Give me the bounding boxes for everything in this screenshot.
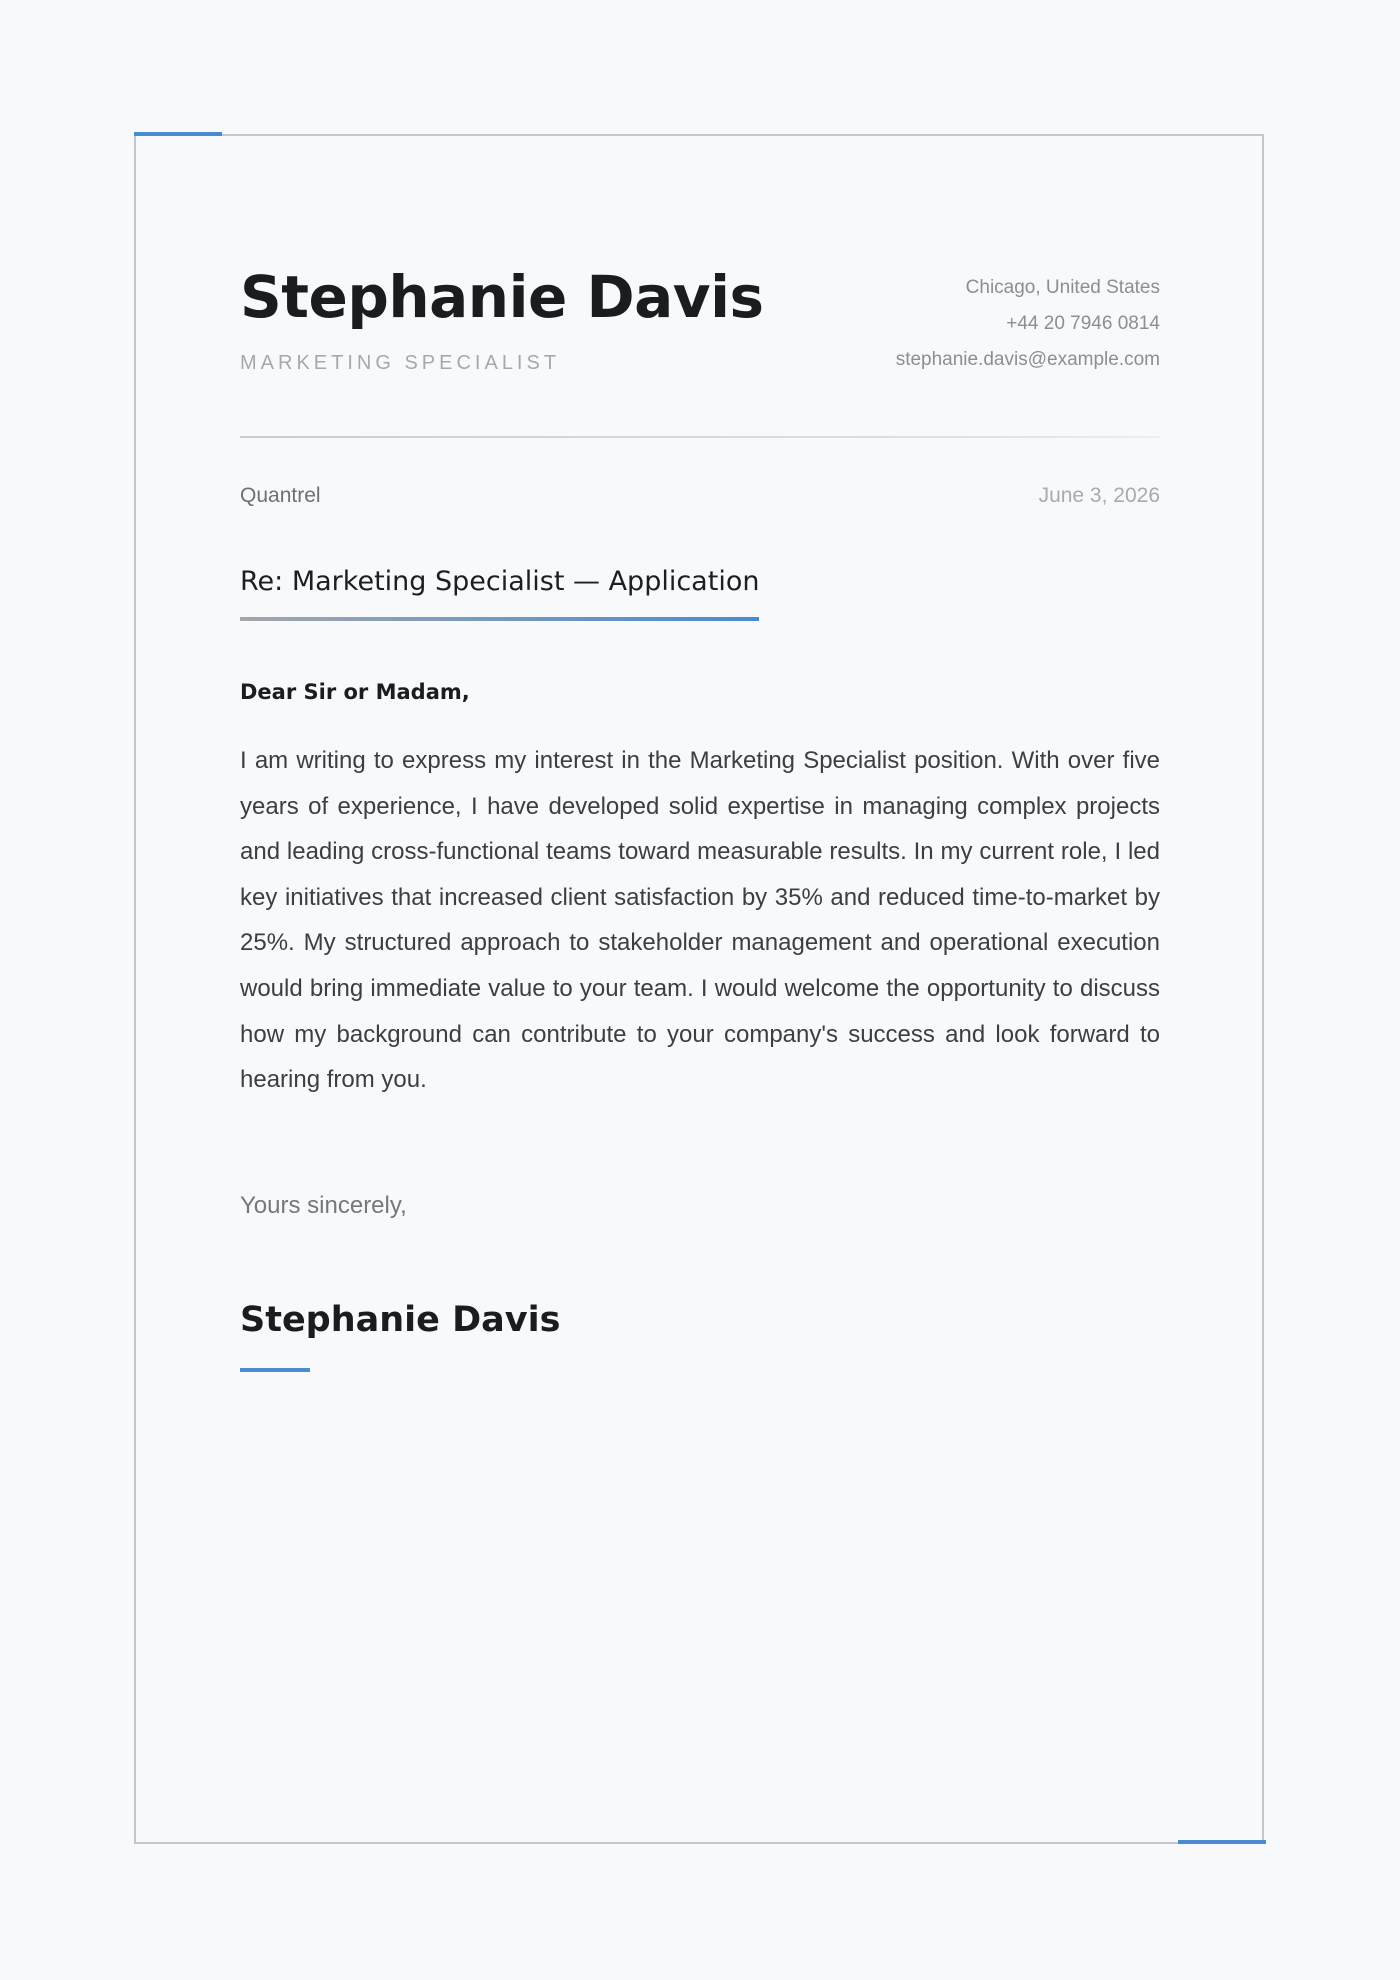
top-left-accent-bar <box>134 132 222 136</box>
recipient-company: Quantrel <box>240 484 321 507</box>
contact-location: Chicago, United States <box>965 277 1160 298</box>
closing: Yours sincerely, <box>240 1192 407 1219</box>
letter-body: I am writing to express my interest in the Marketing Specialist position. With over five years of experience, I have developed solid expertise in managing complex projects and leading cross-functional teams toward measurable results. In my current role, I led key initiatives that increased client satisfaction by 35% and reduced time-to-market by 25%. My structured approach to stakeholder management and operational execution would bring immediate value to your team. I would welcome the opportunity to discuss how my background can contribute to your company's success and look forward to hearing from you. <box>240 747 1160 1094</box>
letter-header <box>240 260 1160 380</box>
subject-underline <box>240 617 759 621</box>
contact-block <box>896 270 1160 378</box>
cover-letter <box>240 260 1160 1340</box>
contact-email: stephanie.davis@example.com <box>895 349 1160 370</box>
header-divider <box>240 436 1160 438</box>
salutation: Dear Sir or Madam, <box>240 680 470 704</box>
subject-line: Re: Marketing Specialist — Application <box>240 566 760 597</box>
signature-accent-line <box>240 1368 310 1372</box>
signature-name: Stephanie Davis <box>240 1300 561 1340</box>
subject-block <box>240 566 759 621</box>
applicant-role: MARKETING SPECIALIST <box>240 352 561 374</box>
bottom-right-accent-bar <box>1178 1840 1266 1844</box>
contact-phone: +44 20 7946 0814 <box>1006 313 1160 334</box>
applicant-name: Stephanie Davis <box>240 263 764 331</box>
letter-date: June 3, 2026 <box>1038 484 1160 507</box>
